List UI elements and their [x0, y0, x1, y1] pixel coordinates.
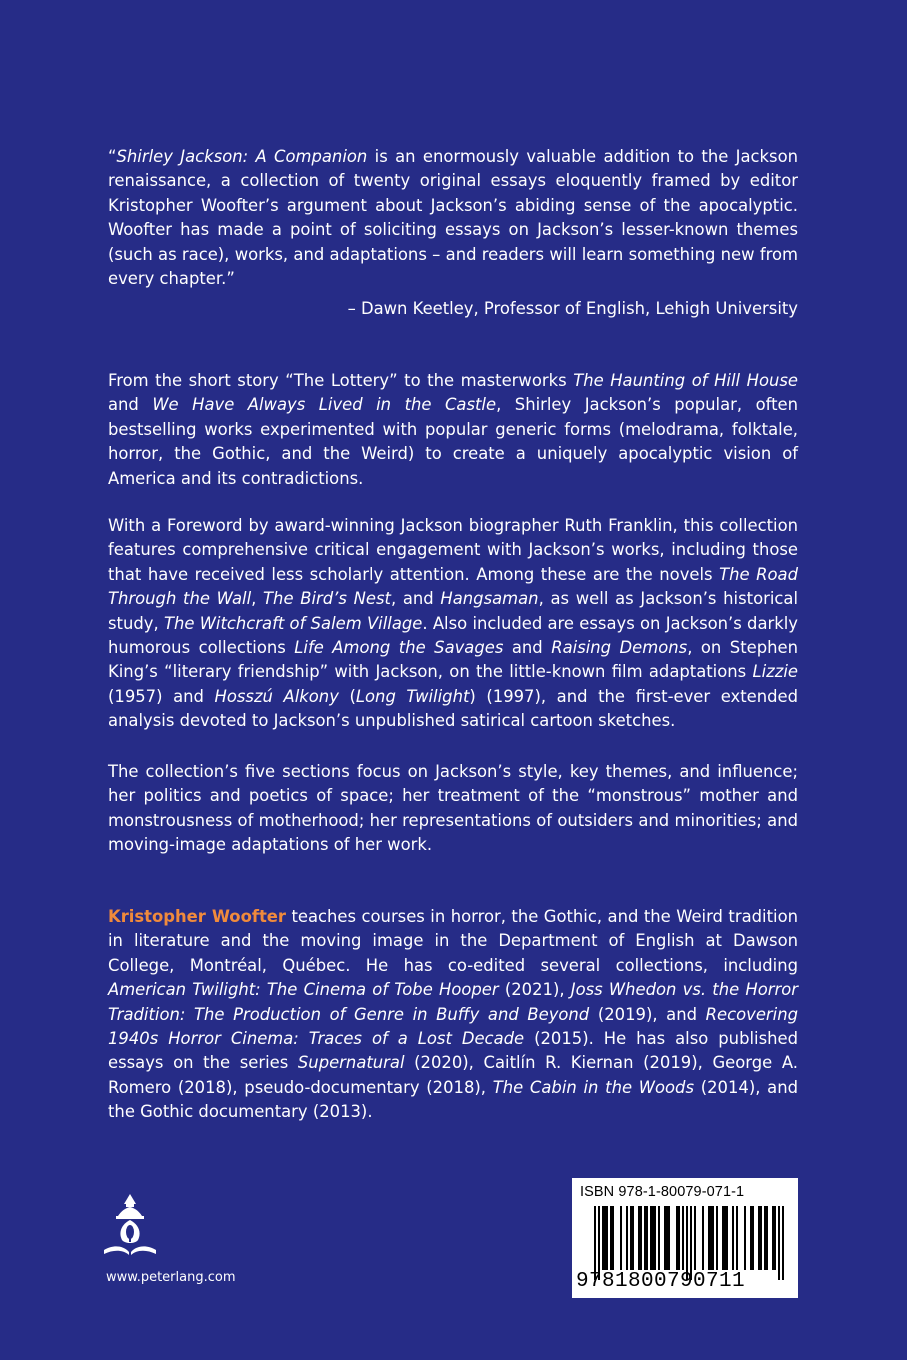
barcode-bar	[594, 1206, 596, 1280]
book-title: The Witchcraft of Salem Village	[163, 613, 423, 633]
barcode-bar	[606, 1206, 608, 1270]
film-title: The Cabin in the Woods	[492, 1077, 694, 1097]
barcode-bar	[690, 1206, 692, 1280]
barcode-bar	[626, 1206, 628, 1270]
book-title: We Have Always Lived in the Castle	[152, 395, 497, 415]
barcode-bar	[676, 1206, 678, 1270]
barcode-bar	[758, 1206, 760, 1270]
text-run: , and	[390, 589, 441, 609]
barcode-bar	[750, 1206, 752, 1270]
text-run: (2014), and the Gothic documentary (2013).	[108, 1077, 798, 1122]
text-run: With a Foreword by award-winning Jackson biographer Ruth Franklin, this collection features comprehensive critical engagement with Jackson’s works, including those that have received less scholarly attention. Among these are the novels	[108, 516, 798, 584]
description-paragraph-2	[108, 514, 798, 734]
barcode-bar	[658, 1206, 660, 1270]
quote-attribution: – Dawn Keetley, Professor of English, Lehigh University	[347, 299, 798, 318]
text-run: , as well as Jackson’s historical study,	[108, 589, 799, 633]
series-title: Supernatural	[297, 1053, 405, 1073]
text-run: , on Stephen King’s “literary friendship” with Jackson, on the little-known film adaptations	[108, 638, 798, 682]
publisher-website: www.peterlang.com	[106, 1270, 236, 1285]
book-title: Life Among the Savages	[294, 638, 504, 658]
barcode-bar	[710, 1206, 712, 1270]
ean-digits: 9781800790711	[576, 1270, 746, 1293]
text-run: (1957) and	[108, 686, 215, 706]
barcode-bar	[778, 1206, 780, 1280]
author-bio	[108, 905, 798, 1125]
text-run: (2019), and	[589, 1004, 706, 1024]
barcode-bar	[752, 1206, 754, 1270]
barcode-bar	[766, 1206, 768, 1270]
quote-book-title: Shirley Jackson: A Companion	[116, 147, 368, 166]
film-title: Long Twilight	[355, 686, 470, 706]
book-title: The Road Through the Wall	[108, 564, 798, 609]
barcode-bar	[702, 1206, 704, 1270]
peter-lang-logo-icon	[100, 1192, 160, 1260]
description-paragraph-3: The collection’s five sections focus on Jackson’s style, key themes, and influence; her politics and poetics of space; her treatment of the “monstrous” mother and monstrousness of motherhood; her representations of outsiders and minorities; and moving-image adaptations of her work.	[108, 762, 798, 855]
barcode-bar	[654, 1206, 656, 1270]
barcode-bar	[774, 1206, 776, 1270]
barcode-bar	[764, 1206, 766, 1270]
barcode-bar	[716, 1206, 718, 1270]
film-title: Lizzie	[752, 662, 798, 682]
barcode-bar	[646, 1206, 648, 1270]
barcode-bar	[598, 1206, 600, 1280]
barcode-bar	[772, 1206, 774, 1270]
barcode-bar	[760, 1206, 762, 1270]
barcode-bar	[726, 1206, 728, 1270]
text-run: (2021),	[498, 980, 571, 1000]
book-title: The Bird’s Nest	[263, 589, 391, 609]
isbn-barcode	[572, 1178, 798, 1298]
text-run: (2020), Caitlín R. Kiernan (2019), George A. Romero (2018), pseudo-documentary (2018),	[108, 1053, 798, 1097]
barcode-bar	[610, 1206, 612, 1270]
barcode-bar	[724, 1206, 726, 1270]
barcode-bar	[650, 1206, 652, 1270]
text-run: From the short story “The Lottery” to the masterworks	[108, 371, 574, 390]
book-title: American Twilight: The Cinema of Tobe Hooper	[108, 980, 499, 1000]
quote-open: “	[108, 147, 117, 166]
barcode-bar	[694, 1206, 696, 1270]
barcode-bar	[630, 1206, 632, 1270]
book-title: Raising Demons	[551, 638, 688, 658]
barcode-bar	[682, 1206, 684, 1270]
book-title: Joss Whedon vs. the Horror Tradition: The Production of Genre in Buffy and Beyond	[108, 980, 798, 1024]
quote-text: is an enormously valuable addition to the Jackson renaissance, a collection of twenty original essays eloquently framed by editor Kristopher Woofter’s argument about Jackson’s abiding sense of the apocalyptic. Woofter has made a point of soliciting essays on Jackson’s lesser-known themes (such as race), works, and adaptations – and readers will learn something new from every chapter.”	[108, 147, 798, 289]
text-run: (2015). He has also published essays on the series	[108, 1029, 798, 1073]
book-title: Hangsaman	[440, 589, 539, 609]
barcode-bar	[722, 1206, 724, 1270]
barcode-bar	[686, 1206, 688, 1280]
barcode-bar	[644, 1206, 646, 1270]
barcode-bar	[744, 1206, 746, 1270]
text-run: ) (1997), and the first-ever extended analysis devoted to Jackson’s unpublished satirical cartoon sketches.	[108, 686, 798, 731]
text-run: ,	[251, 589, 264, 609]
barcode-bar	[678, 1206, 680, 1270]
barcode-bar	[604, 1206, 606, 1270]
description-paragraph-1	[108, 369, 798, 491]
barcode-bar	[620, 1206, 622, 1270]
text-run: (	[338, 686, 356, 706]
book-title: Recovering 1940s Horror Cinema: Traces of a Lost Decade	[108, 1004, 798, 1049]
text-run: , Shirley Jackson’s popular, often bestselling works experimented with popular generic forms (melodrama, folktale, horror, the Gothic, and the Weird) to create a uniquely apocalyptic vision of America and its contradictions.	[108, 395, 798, 488]
book-title: The Haunting of Hill House	[573, 371, 798, 390]
text-run: . Also included are essays on Jackson’s darkly humorous collections	[108, 613, 798, 658]
text-run: teaches courses in horror, the Gothic, and the Weird tradition in literature and the moving image in the Department of English at Dawson College, Montréal, Québec. He has co-edited several collections, including	[108, 907, 798, 975]
barcode-bar	[640, 1206, 642, 1270]
barcode-bar	[668, 1206, 670, 1270]
barcode-bar	[708, 1206, 710, 1270]
barcode-bar	[652, 1206, 654, 1270]
text-run: and	[108, 395, 153, 415]
barcode-bar	[664, 1206, 666, 1270]
barcode-bar	[666, 1206, 668, 1270]
author-name: Kristopher Woofter	[108, 907, 286, 926]
film-title: Hosszú Alkony	[214, 686, 339, 706]
endorsement-quote	[108, 145, 798, 291]
barcode-bar	[732, 1206, 734, 1270]
barcode-bar	[638, 1206, 640, 1270]
isbn-label: ISBN 978-1-80079-071-1	[580, 1184, 745, 1200]
barcode-bar	[736, 1206, 738, 1270]
barcode-bar	[612, 1206, 614, 1270]
barcode-bar	[632, 1206, 634, 1270]
barcode-bar	[712, 1206, 714, 1270]
text-run: and	[503, 638, 552, 658]
barcode-bar	[602, 1206, 604, 1270]
barcode-bar	[782, 1206, 784, 1280]
